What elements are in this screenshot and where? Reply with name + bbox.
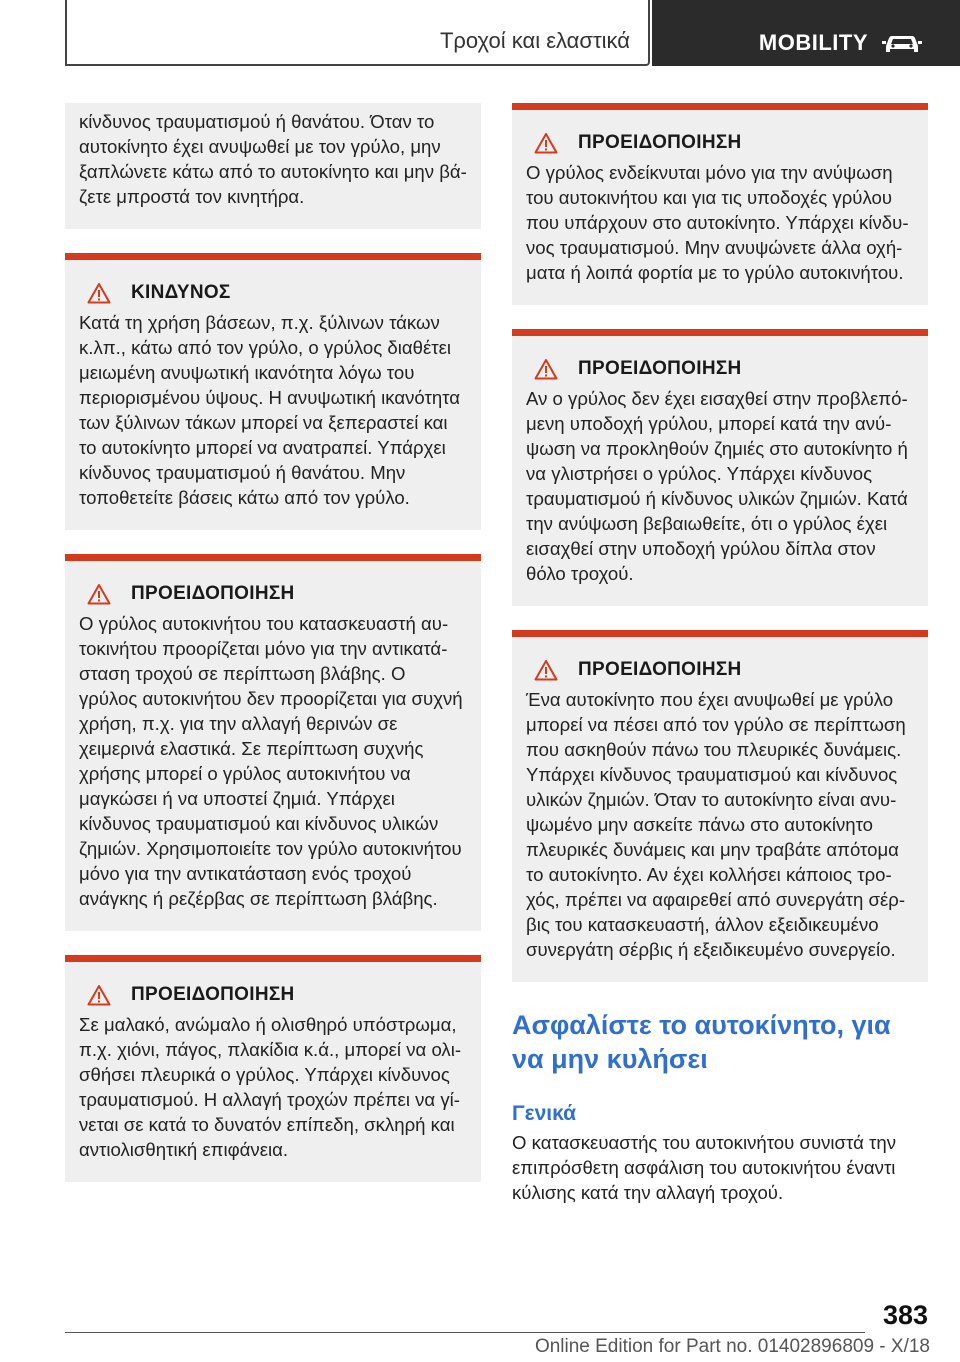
warning-text: Κατά τη χρήση βάσεων, π.χ. ξύλινων τάκων κ.λπ., κάτω από τον γρύλο, ο γρύλος διαθέτει μειωμένη ανυψωτική ικανότητα λόγω του περιορισμένου ύψους. Η ανυψωτική ικανότητα των ξύλινων τάκων μπορεί να ξεπεραστεί και το αυτοκίνητο μπορεί να ανατραπεί. Υπάρχει κίνδυνος τραυματισμού ή θανάτου. Μην τοποθετείτε βάσεις κάτω από τον γρύλο. bbox=[79, 312, 460, 508]
warning-box bbox=[512, 630, 928, 982]
warning-triangle-icon bbox=[87, 282, 111, 304]
warning-box bbox=[65, 955, 481, 1182]
warning-triangle-icon bbox=[534, 659, 558, 681]
section-title: Τροχοί και ελαστικά bbox=[439, 28, 630, 53]
spacer bbox=[512, 606, 928, 630]
warning-title: ΠΡΟΕΙΔΟΠΟΙΗΣΗ bbox=[131, 984, 295, 1005]
section-heading: Ασφαλίστε το αυτοκίνητο, για να μην κυλήσει bbox=[512, 1010, 891, 1074]
warning-title: ΠΡΟΕΙΔΟΠΟΙΗΣΗ bbox=[131, 583, 295, 604]
warning-header bbox=[526, 659, 914, 681]
spacer bbox=[65, 530, 481, 554]
spacer bbox=[65, 229, 481, 253]
chapter-tab-label: MOBILITY bbox=[758, 30, 868, 55]
right-column bbox=[512, 103, 928, 1205]
header-frame bbox=[65, 0, 650, 66]
chapter-tab bbox=[652, 0, 960, 66]
warning-box bbox=[65, 554, 481, 931]
warning-text: Ένα αυτοκίνητο που έχει ανυψωθεί με γρύλο μπορεί να πέσει από τον γρύλο σε περίπτωση που ασκηθούν πάνω του πλευρικές δυνάμεις. Υπάρχει κίνδυνος τραυματισμού και κίνδυνος υλικών ζημιών. Όταν το αυτοκίνητο είναι ανυψωμένο μην ασκείτε πάνω στο αυτοκίνητο πλευρικές δυνάμεις και μην τραβάτε απότομα το αυτοκίνητο. Αν έχει κολλήσει κάποιος τροχός, πρέπει να αφαιρεθεί από συνεργάτη σέρβις του κατασκευαστή, άλλον εξειδικευμένο συνεργάτη σέρβις ή εξειδικευμένο συνεργείο. bbox=[526, 689, 906, 960]
footer-divider bbox=[65, 1332, 865, 1333]
warning-title: ΚΙΝΔΥΝΟΣ bbox=[131, 282, 231, 303]
warning-text: Ο γρύλος ενδείκνυται μόνο για την ανύψωση του αυτοκινήτου και για τις υποδοχές γρύλου που υπάρχουν στο αυτοκίνητο. Υπάρχει κίνδυνος τραυματισμού. Μην ανυψώνετε άλλα οχήματα ή λοιπά φορτία με το γρύλο αυτοκινήτου. bbox=[526, 162, 909, 283]
continuation-text: κίνδυνος τραυματισμού ή θανάτου. Όταν το αυτοκίνητο έχει ανυψωθεί με τον γρύλο, μην ξαπλώνετε κάτω από το αυτοκίνητο και μην βάζετε μπροστά τον κινητήρα. bbox=[79, 111, 467, 207]
edition-note: Online Edition for Part no. 01402896809 - X/18 bbox=[534, 1336, 930, 1357]
subsection-heading: Γενικά bbox=[512, 1102, 577, 1125]
warning-triangle-icon bbox=[87, 984, 111, 1006]
warning-triangle-icon bbox=[534, 358, 558, 380]
warning-text: Αν ο γρύλος δεν έχει εισαχθεί στην προβλεπόμενη υποδοχή γρύλου, μπορεί κατά την ανύψωση να προκληθούν ζημιές στο αυτοκίνητο ή να γλιστρήσει ο γρύλος. Υπάρχει κίνδυνος τραυματισμού ή κίνδυνος υλικών ζημιών. Κατά την ανύψωση βεβαιωθείτε, ότι ο γρύλος έχει εισαχθεί στην υποδοχή γρύλου δίπλα στον θόλο τροχού. bbox=[526, 388, 908, 584]
warning-text: Σε μαλακό, ανώμαλο ή ολισθηρό υπόστρωμα, π.χ. χιόνι, πάγος, πλακίδια κ.ά., μπορεί να ολισθήσει πλευρικά ο γρύλος. Υπάρχει κίνδυνος τραυματισμού. Η αλλαγή τροχών πρέπει να γίνεται σε κατά το δυνατόν επίπεδη, σκληρή και αντιολισθητική επιφάνεια. bbox=[79, 1014, 462, 1160]
page-header bbox=[0, 0, 960, 66]
continuation-box bbox=[65, 103, 481, 229]
warning-header bbox=[79, 583, 467, 605]
car-icon bbox=[882, 32, 922, 54]
warning-title: ΠΡΟΕΙΔΟΠΟΙΗΣΗ bbox=[578, 659, 742, 680]
warning-title: ΠΡΟΕΙΔΟΠΟΙΗΣΗ bbox=[578, 358, 742, 379]
left-column bbox=[65, 103, 481, 1182]
warning-header bbox=[526, 132, 914, 154]
warning-box bbox=[512, 329, 928, 606]
warning-text: Ο γρύλος αυτοκινήτου του κατασκευαστή αυτοκινήτου προορίζεται μόνο για την αντικατάσταση τροχού σε περίπτωση βλάβης. Ο γρύλος αυτοκινήτου δεν προορίζεται για συχνή χρήση, π.χ. για την αλλαγή θερινών σε χειμερινά ελαστικά. Σε περίπτωση συχνής χρήσης μπορεί ο γρύλος αυτοκινήτου να μαγκώσει ή να υποστεί ζημιά. Υπάρχει κίνδυνος τραυματισμού και κίνδυνος υλικών ζημιών. Χρησιμοποιείτε τον γρύλο αυτοκινήτου μόνο για την αντικατάσταση ενός τροχού ανάγκης ή ρεζέρβας σε περίπτωση βλάβης. bbox=[79, 613, 463, 909]
warning-box bbox=[512, 103, 928, 305]
warning-triangle-icon bbox=[534, 132, 558, 154]
warning-header bbox=[79, 282, 467, 304]
body-paragraph: Ο κατασκευαστής του αυτοκινήτου συνιστά την επιπρόσθετη ασφάλιση του αυτοκινήτου έναντι κύλισης κατά την αλλαγή τροχού. bbox=[512, 1132, 896, 1203]
spacer bbox=[512, 305, 928, 329]
warning-triangle-icon bbox=[87, 583, 111, 605]
warning-header bbox=[79, 984, 467, 1006]
warning-title: ΠΡΟΕΙΔΟΠΟΙΗΣΗ bbox=[578, 132, 742, 153]
page-number: 383 bbox=[882, 1300, 928, 1330]
warning-header bbox=[526, 358, 914, 380]
spacer bbox=[65, 931, 481, 955]
danger-box bbox=[65, 253, 481, 530]
